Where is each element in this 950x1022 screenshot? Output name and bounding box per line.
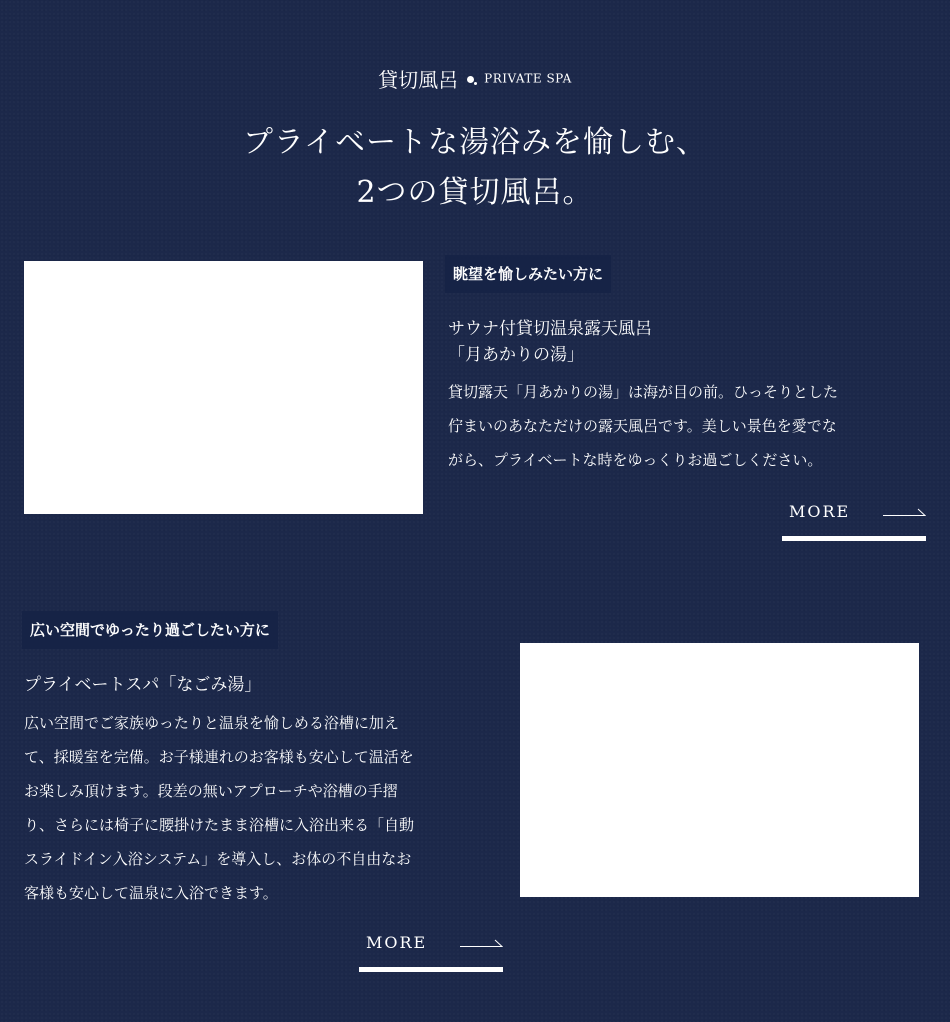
- plan-title: [24, 672, 261, 698]
- arrow-right-icon: [460, 939, 503, 947]
- headline-line-1: プライベートな湯浴みを愉しむ、: [242, 125, 708, 160]
- more-underline: [359, 967, 503, 972]
- description-line: 広い空間でご家族ゆったりと温泉を愉しめる浴槽に加え: [24, 714, 399, 732]
- description-line: り、さらには椅子に腰掛けたまま浴槽に入浴出来る「自動: [24, 816, 415, 834]
- section-heading: [0, 64, 950, 93]
- section-title: 貸切風呂: [378, 68, 459, 92]
- plan-description: [24, 706, 414, 910]
- headline: [0, 118, 950, 218]
- plan-title-line-1: サウナ付貸切温泉露天風呂: [448, 319, 652, 339]
- plan-tag: 眺望を愉しみたい方に: [445, 255, 611, 293]
- more-underline: [782, 536, 926, 541]
- plan-title: [448, 316, 652, 368]
- more-label: MORE: [789, 502, 851, 521]
- plan-title-line-1: プライベートスパ「なごみ湯」: [24, 675, 262, 695]
- plan-tag: 広い空間でゆったり過ごしたい方に: [22, 611, 278, 649]
- more-label: MORE: [366, 933, 428, 952]
- description-line: がら、プライベートな時をゆっくりお過ごしください。: [448, 451, 823, 469]
- spa-photo-tsukiakari: [24, 261, 423, 514]
- headline-line-2: 2つの貸切風呂。: [356, 175, 594, 210]
- more-button-nagomi[interactable]: [359, 932, 503, 972]
- plan-title-line-2: 「月あかりの湯」: [448, 345, 584, 365]
- section-subtitle: PRIVATE SPA: [484, 71, 572, 86]
- plan-description: [448, 375, 838, 477]
- description-line: 佇まいのあなただけの露天風呂です。美しい景色を愛でな: [448, 417, 837, 435]
- spa-photo-nagomi: [520, 643, 919, 897]
- arrow-right-icon: [883, 508, 926, 516]
- description-line: 客様も安心して温泉に入浴できます。: [24, 884, 278, 902]
- description-line: スライドイン入浴システム」を導入し、お体の不自由なお: [24, 850, 412, 868]
- dot-icon: [466, 73, 478, 85]
- description-line: 貸切露天「月あかりの湯」は海が目の前。ひっそりとした: [448, 383, 839, 401]
- description-line: お楽しみ頂けます。段差の無いアプローチや浴槽の手摺: [24, 782, 398, 800]
- more-button-tsukiakari[interactable]: [782, 501, 926, 541]
- description-line: て、採暖室を完備。お子様連れのお客様も安心して温活を: [24, 748, 414, 766]
